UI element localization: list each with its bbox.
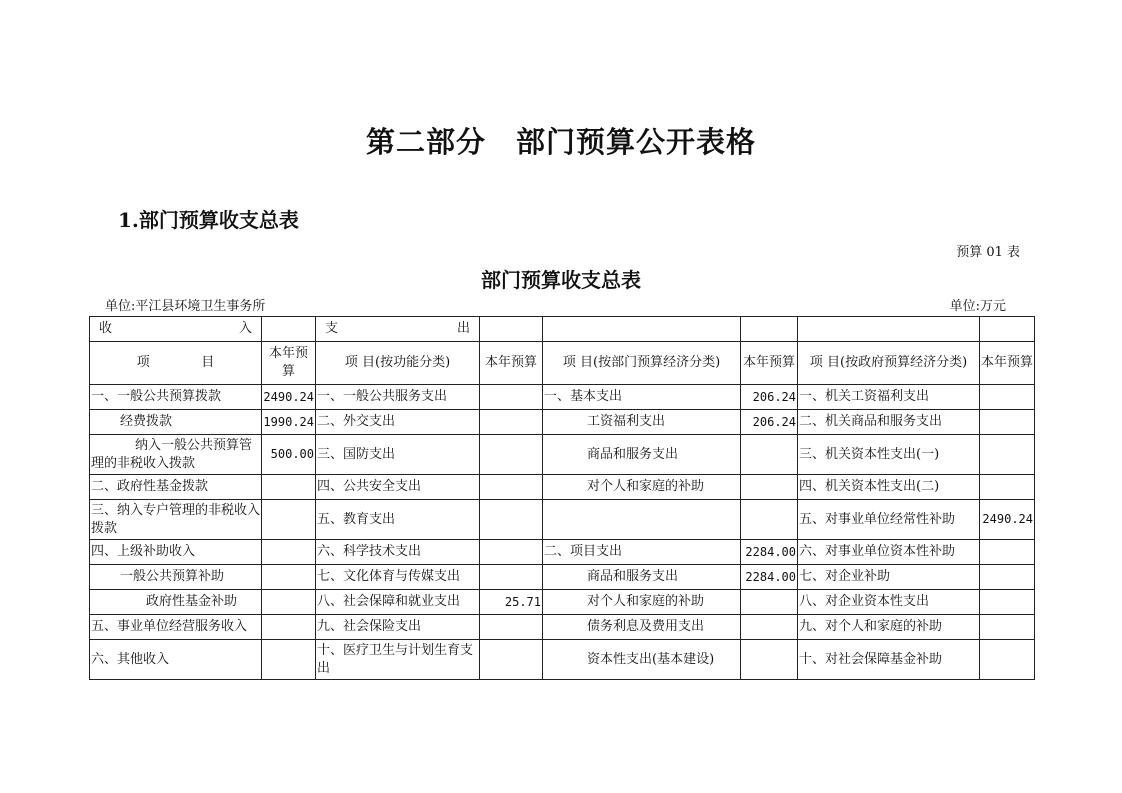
header-income: 收 入 — [90, 317, 262, 342]
income-item: 纳入一般公共预算管理的非税收入拨款 — [90, 435, 262, 475]
section-title: 1.部门预算收支总表 — [118, 208, 299, 232]
income-item: 三、纳入专户管理的非税收入拨款 — [90, 500, 262, 540]
income-value — [262, 590, 316, 615]
dept-item: 工资福利支出 — [543, 410, 741, 435]
table-row — [90, 615, 1035, 640]
func-value — [480, 640, 543, 680]
dept-item: 商品和服务支出 — [543, 565, 741, 590]
func-item: 九、社会保险支出 — [316, 615, 480, 640]
header-budget-4: 本年预算 — [980, 342, 1035, 385]
gov-item: 一、机关工资福利支出 — [798, 385, 980, 410]
dept-item: 资本性支出(基本建设) — [543, 640, 741, 680]
income-value — [262, 615, 316, 640]
unit-organization: 单位:平江县环境卫生事务所 — [105, 299, 266, 314]
gov-item: 六、对事业单位资本性补助 — [798, 540, 980, 565]
dept-value — [741, 500, 798, 540]
func-item: 七、文化体育与传媒支出 — [316, 565, 480, 590]
table-row — [90, 410, 1035, 435]
table-row — [90, 435, 1035, 475]
func-item: 二、外交支出 — [316, 410, 480, 435]
gov-item: 二、机关商品和服务支出 — [798, 410, 980, 435]
page-title-part: 第二部分 — [365, 125, 486, 159]
header-row-group — [90, 317, 1035, 342]
dept-value: 206.24 — [741, 385, 798, 410]
dept-value — [741, 640, 798, 680]
dept-item: 一、基本支出 — [543, 385, 741, 410]
header-expense: 支 出 — [316, 317, 480, 342]
gov-value: 2490.24 — [980, 500, 1035, 540]
page-title — [0, 120, 1122, 161]
header-budget-1: 本年预算 — [262, 342, 316, 385]
dept-item: 债务利息及费用支出 — [543, 615, 741, 640]
gov-value — [980, 540, 1035, 565]
gov-value — [980, 385, 1035, 410]
header-budget-3: 本年预算 — [741, 342, 798, 385]
income-value — [262, 640, 316, 680]
gov-value — [980, 565, 1035, 590]
table-row — [90, 640, 1035, 680]
income-value — [262, 500, 316, 540]
func-value: 25.71 — [480, 590, 543, 615]
gov-item: 八、对企业资本性支出 — [798, 590, 980, 615]
dept-value: 2284.00 — [741, 565, 798, 590]
table-row — [90, 500, 1035, 540]
income-value: 2490.24 — [262, 385, 316, 410]
gov-item: 十、对社会保障基金补助 — [798, 640, 980, 680]
func-value — [480, 435, 543, 475]
header-gov: 项 目(按政府预算经济分类) — [798, 342, 980, 385]
form-code: 预算 01 表 — [956, 245, 1020, 260]
header-budget-2: 本年预算 — [480, 342, 543, 385]
income-value: 1990.24 — [262, 410, 316, 435]
func-value — [480, 410, 543, 435]
header-item: 项 目 — [90, 342, 262, 385]
income-value — [262, 565, 316, 590]
income-item: 一般公共预算补助 — [90, 565, 262, 590]
func-value — [480, 385, 543, 410]
gov-value — [980, 615, 1035, 640]
unit-currency: 单位:万元 — [949, 299, 1006, 314]
income-item: 五、事业单位经营服务收入 — [90, 615, 262, 640]
income-value — [262, 475, 316, 500]
gov-item: 四、机关资本性支出(二) — [798, 475, 980, 500]
gov-item: 七、对企业补助 — [798, 565, 980, 590]
header-dept: 项 目(按部门预算经济分类) — [543, 342, 741, 385]
dept-value: 2284.00 — [741, 540, 798, 565]
dept-value — [741, 590, 798, 615]
income-item: 政府性基金补助 — [90, 590, 262, 615]
dept-item: 二、项目支出 — [543, 540, 741, 565]
table-title: 部门预算收支总表 — [481, 268, 641, 292]
header-row-columns — [90, 342, 1035, 385]
income-item: 一、一般公共预算拨款 — [90, 385, 262, 410]
func-item: 六、科学技术支出 — [316, 540, 480, 565]
gov-value — [980, 475, 1035, 500]
budget-table — [89, 316, 1035, 680]
table-row — [90, 590, 1035, 615]
table-row — [90, 385, 1035, 410]
func-item: 八、社会保障和就业支出 — [316, 590, 480, 615]
income-item: 六、其他收入 — [90, 640, 262, 680]
gov-item: 三、机关资本性支出(一) — [798, 435, 980, 475]
func-value — [480, 500, 543, 540]
table-row — [90, 475, 1035, 500]
gov-value — [980, 410, 1035, 435]
gov-value — [980, 590, 1035, 615]
income-item: 经费拨款 — [90, 410, 262, 435]
dept-item: 对个人和家庭的补助 — [543, 590, 741, 615]
func-item: 四、公共安全支出 — [316, 475, 480, 500]
func-value — [480, 475, 543, 500]
income-item: 二、政府性基金拨款 — [90, 475, 262, 500]
table-row — [90, 565, 1035, 590]
func-item: 一、一般公共服务支出 — [316, 385, 480, 410]
gov-item: 五、对事业单位经常性补助 — [798, 500, 980, 540]
dept-value: 206.24 — [741, 410, 798, 435]
gov-item: 九、对个人和家庭的补助 — [798, 615, 980, 640]
dept-value — [741, 615, 798, 640]
dept-value — [741, 435, 798, 475]
dept-item: 对个人和家庭的补助 — [543, 475, 741, 500]
dept-item: 商品和服务支出 — [543, 435, 741, 475]
func-item: 三、国防支出 — [316, 435, 480, 475]
func-value — [480, 615, 543, 640]
func-item: 十、医疗卫生与计划生育支出 — [316, 640, 480, 680]
income-value: 500.00 — [262, 435, 316, 475]
dept-value — [741, 475, 798, 500]
income-item: 四、上级补助收入 — [90, 540, 262, 565]
income-value — [262, 540, 316, 565]
func-value — [480, 565, 543, 590]
gov-value — [980, 640, 1035, 680]
dept-item — [543, 500, 741, 540]
func-value — [480, 540, 543, 565]
func-item: 五、教育支出 — [316, 500, 480, 540]
header-func: 项 目(按功能分类) — [316, 342, 480, 385]
page-title-name: 部门预算公开表格 — [516, 125, 757, 159]
gov-value — [980, 435, 1035, 475]
table-row — [90, 540, 1035, 565]
